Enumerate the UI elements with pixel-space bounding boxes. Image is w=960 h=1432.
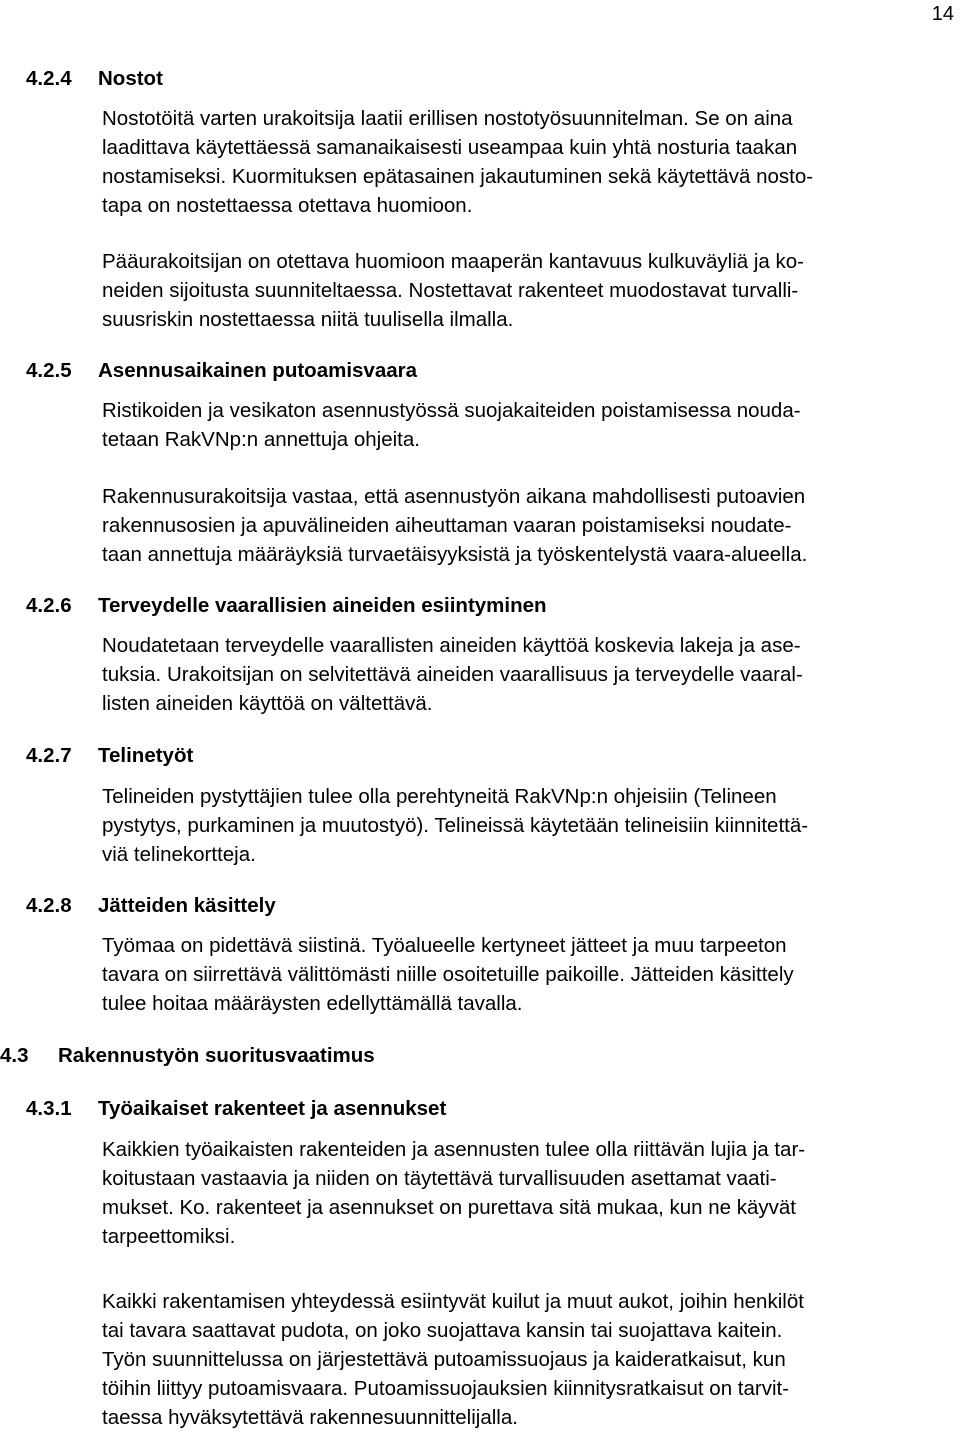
paragraph bbox=[102, 247, 804, 334]
text-line: suusriskin nostettaessa niitä tuulisella ilmalla. bbox=[102, 308, 514, 331]
section-heading-4-3 bbox=[0, 1043, 375, 1069]
text-line: listen aineiden käyttöä on vältettävä. bbox=[102, 692, 433, 715]
text-line: Noudatetaan terveydelle vaarallisten aineiden käyttöä koskevia lakeja ja ase- bbox=[102, 634, 801, 657]
section-heading-4-3-1 bbox=[26, 1096, 446, 1122]
text-line: laadittava käytettäessä samanaikaisesti useampaa kuin yhtä nosturia taakan bbox=[102, 136, 798, 159]
text-line: Nostotöitä varten urakoitsija laatii erillisen nostotyösuunnitelman. Se on aina bbox=[102, 107, 793, 130]
text-line: mukset. Ko. rakenteet ja asennukset on purettava sitä mukaa, kun ne käyvät bbox=[102, 1196, 796, 1219]
text-line: tavara on siirrettävä välittömästi niille osoitetuille paikoille. Jätteiden käsittely bbox=[102, 963, 794, 986]
text-line: Kaikki rakentamisen yhteydessä esiintyvät kuilut ja muut aukot, joihin henkilöt bbox=[102, 1290, 804, 1313]
section-number: 4.2.7 bbox=[26, 744, 72, 767]
text-line: Ristikoiden ja vesikaton asennustyössä suojakaiteiden poistamisessa nouda- bbox=[102, 399, 801, 422]
text-line: neiden sijoitusta suunniteltaessa. Nostettavat rakenteet muodostavat turvalli- bbox=[102, 279, 799, 302]
paragraph bbox=[102, 631, 803, 718]
text-line: viä telinekortteja. bbox=[102, 843, 256, 866]
text-line: pystytys, purkaminen ja muutostyö). Telineissä käytetään telineisiin kiinnitettä- bbox=[102, 814, 809, 837]
text-line: Rakennusurakoitsija vastaa, että asennustyön aikana mahdollisesti putoavien bbox=[102, 485, 806, 508]
text-line: taessa hyväksytettävä rakennesuunnittelijalla. bbox=[102, 1406, 518, 1429]
text-line: Telineiden pystyttäjien tulee olla perehtyneitä RakVNp:n ohjeisiin (Telineen bbox=[102, 785, 777, 808]
section-title: Asennusaikainen putoamisvaara bbox=[98, 359, 418, 382]
paragraph bbox=[102, 1135, 805, 1251]
text-line: tapa on nostettaessa otettava huomioon. bbox=[102, 194, 473, 217]
section-title: Rakennustyön suoritusvaatimus bbox=[58, 1044, 375, 1067]
section-heading-4-2-7 bbox=[26, 743, 193, 769]
text-line: rakennusosien ja apuvälineiden aiheuttaman vaaran poistamiseksi noudate- bbox=[102, 514, 792, 537]
text-line: tetaan RakVNp:n annettuja ohjeita. bbox=[102, 428, 420, 451]
section-title: Työaikaiset rakenteet ja asennukset bbox=[98, 1097, 447, 1120]
text-line: taan annettuja määräyksiä turvaetäisyyksistä ja työskentelystä vaara-alueella. bbox=[102, 543, 808, 566]
section-number: 4.2.8 bbox=[26, 894, 72, 917]
text-line: koitustaan vastaavia ja niiden on täytettävä turvallisuuden asettamat vaati- bbox=[102, 1167, 777, 1190]
section-number: 4.2.6 bbox=[26, 594, 72, 617]
text-line: Työmaa on pidettävä siistinä. Työalueelle kertyneet jätteet ja muu tarpeeton bbox=[102, 934, 787, 957]
section-number: 4.3 bbox=[0, 1044, 29, 1067]
paragraph bbox=[102, 104, 813, 220]
section-title: Jätteiden käsittely bbox=[98, 894, 276, 917]
paragraph bbox=[102, 482, 807, 569]
section-number: 4.2.5 bbox=[26, 359, 72, 382]
text-line: Kaikkien työaikaisten rakenteiden ja asennusten tulee olla riittävän lujia ja tar- bbox=[102, 1138, 806, 1161]
page-number: 14 bbox=[931, 3, 954, 25]
paragraph bbox=[102, 396, 801, 454]
text-line: töihin liittyy putoamisvaara. Putoamissuojauksien kiinnitysratkaisut on tarvit- bbox=[102, 1377, 790, 1400]
text-line: Pääurakoitsijan on otettava huomioon maaperän kantavuus kulkuväyliä ja ko- bbox=[102, 250, 804, 273]
text-line: tarpeettomiksi. bbox=[102, 1225, 236, 1248]
text-line: tuksia. Urakoitsijan on selvitettävä aineiden vaarallisuus ja terveydelle vaaral- bbox=[102, 663, 803, 686]
section-title: Telinetyöt bbox=[98, 744, 194, 767]
paragraph bbox=[102, 1287, 804, 1432]
section-heading-4-2-4 bbox=[26, 66, 163, 92]
section-title: Terveydelle vaarallisien aineiden esiintyminen bbox=[98, 594, 547, 617]
text-line: tai tavara saattavat pudota, on joko suojattava kansin tai suojattava kaitein. bbox=[102, 1319, 783, 1342]
section-number: 4.2.4 bbox=[26, 67, 72, 90]
section-heading-4-2-8 bbox=[26, 893, 276, 919]
paragraph bbox=[102, 931, 794, 1018]
section-heading-4-2-6 bbox=[26, 593, 547, 619]
text-line: tulee hoitaa määräysten edellyttämällä tavalla. bbox=[102, 992, 523, 1015]
section-number: 4.3.1 bbox=[26, 1097, 72, 1120]
text-line: Työn suunnittelussa on järjestettävä putoamissuojaus ja kaideratkaisut, kun bbox=[102, 1348, 786, 1371]
section-heading-4-2-5 bbox=[26, 358, 417, 384]
text-line: nostamiseksi. Kuormituksen epätasainen jakautuminen sekä käytettävä nosto- bbox=[102, 165, 814, 188]
paragraph bbox=[102, 782, 808, 869]
section-title: Nostot bbox=[98, 67, 163, 90]
